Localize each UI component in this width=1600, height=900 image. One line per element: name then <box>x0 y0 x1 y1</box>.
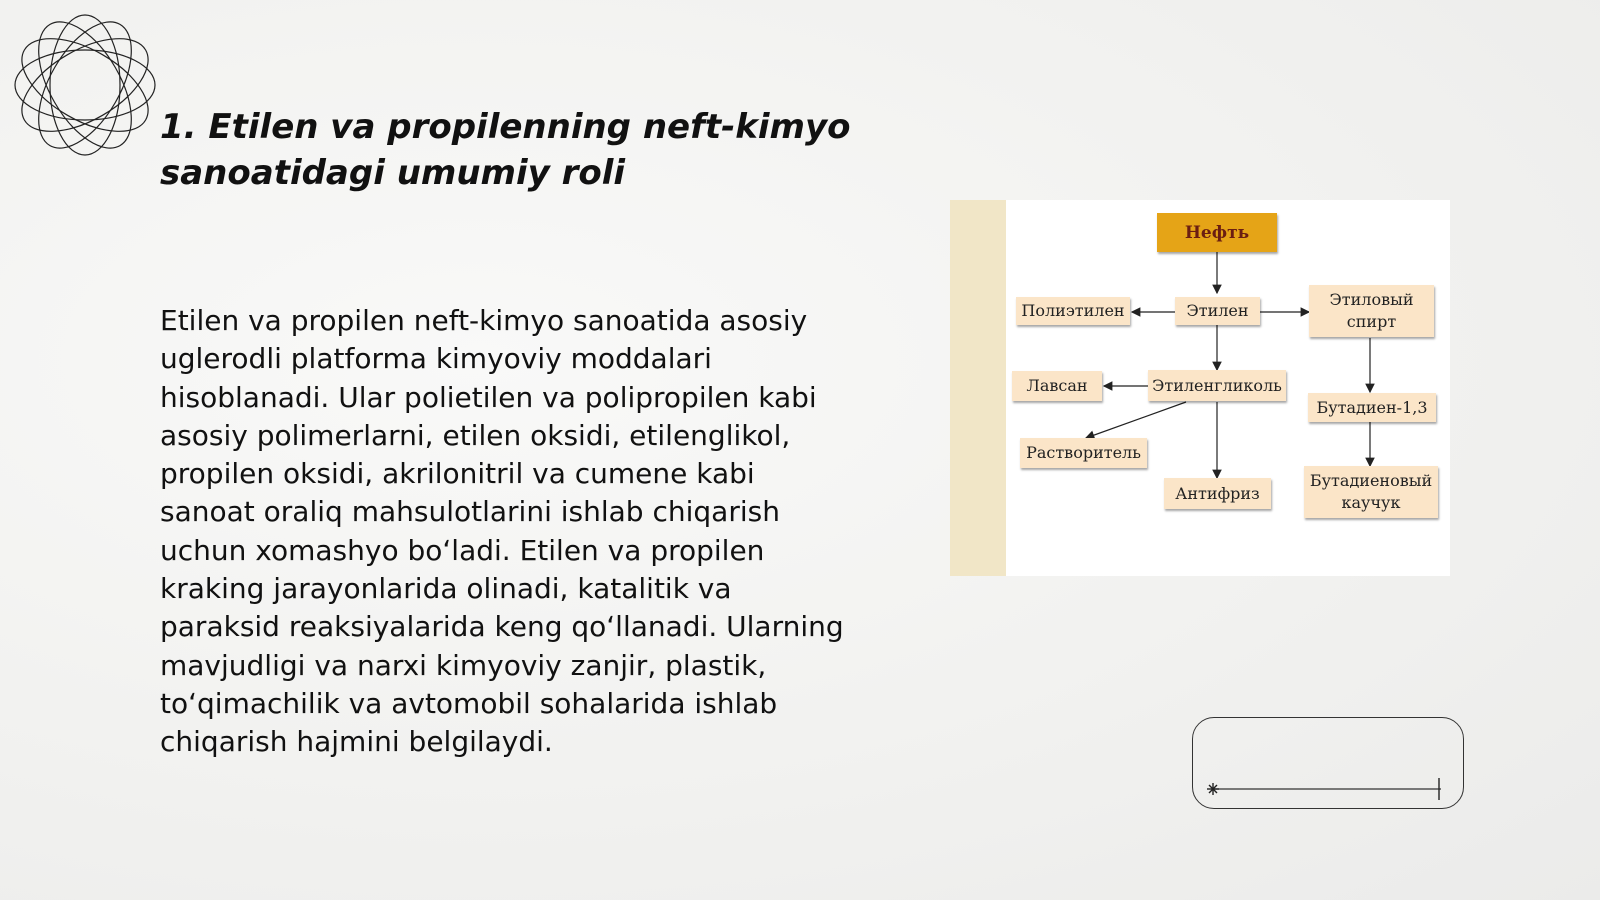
node-butadiene: Бутадиен-1,3 <box>1308 393 1436 422</box>
node-lavsan: Лавсан <box>1012 371 1102 401</box>
decorative-slider-card <box>1192 717 1464 809</box>
node-polyethylene: Полиэтилен <box>1016 297 1130 325</box>
node-ethylene: Этилен <box>1175 297 1260 325</box>
flow-diagram <box>950 200 1450 576</box>
node-butadiene-rubber: Бутадиеновый каучук <box>1304 466 1438 518</box>
node-oil: Нефть <box>1157 213 1277 252</box>
ornament-icon <box>10 10 160 160</box>
slide-body-text: Etilen va propilen neft-kimyo sanoatida asosiy uglerodli platforma kimyoviy moddalari hisoblanadi. Ular polietilen va polipropilen kabi asosiy polimerlarni, etilen oksidi, etilenglikol, propilen oksidi, akrilonitril va cumene kabi sanoat oraliq mahsulotlarini ishlab chiqarish uchun xomashyo boʻladi. Etilen va propilen kraking jarayonlarida olinadi, katalitik va paraksid reaksiyalarida keng qoʻllanadi. Ularning mavjudligi va narxi kimyoviy zanjir, plastik, toʻqimachilik va avtomobil sohalarida ishlab chiqarish hajmini belgilaydi. <box>160 304 844 759</box>
node-antifreeze: Антифриз <box>1164 478 1271 509</box>
node-ethyl-alcohol: Этиловый спирт <box>1309 285 1434 337</box>
node-ethylene-glycol: Этиленгликоль <box>1148 370 1286 401</box>
slider-line-icon <box>1193 718 1465 810</box>
node-solvent: Растворитель <box>1020 438 1147 468</box>
slide-title: 1. Etilen va propilenning neft-kimyo sanoatidagi umumiy roli <box>160 107 851 193</box>
